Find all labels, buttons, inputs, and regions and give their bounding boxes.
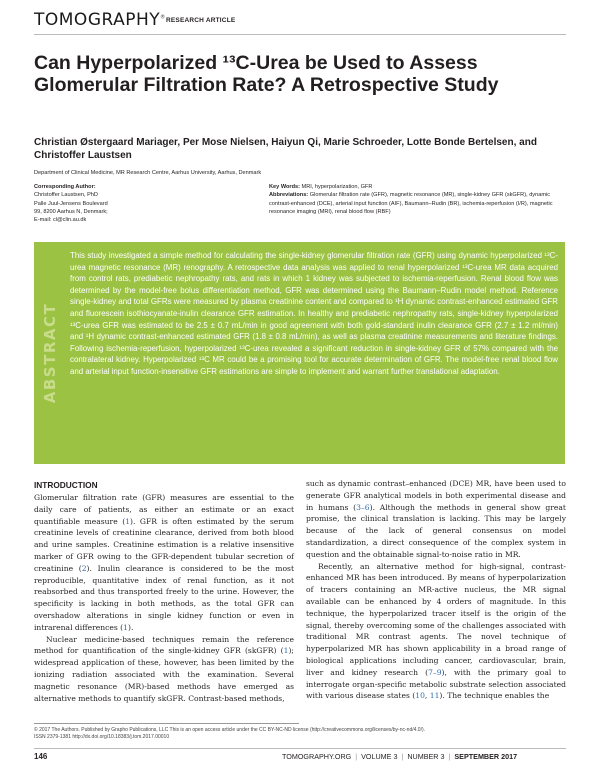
- page-number: 146: [34, 752, 48, 761]
- citation-link[interactable]: 10: [415, 691, 425, 701]
- citation-link[interactable]: 1: [283, 646, 289, 656]
- citation-link[interactable]: 3–6: [356, 502, 370, 512]
- affiliation: Department of Clinical Medicine, MR Research Centre, Aarhus University, Aarhus, Denmark: [34, 170, 262, 176]
- citation-link[interactable]: 1: [123, 622, 128, 632]
- footer-volume: VOLUME 3: [361, 752, 398, 761]
- corresponding-address2: 99, 8200 Aarhus N, Denmark;: [34, 208, 108, 215]
- paragraph-4: Recently, an alternative method for high-signal, contrast-enhanced MR has been introduced. By means of hyperpolarization of tracers containing an MR-active nucleus, the MR signal available can be enhanced by 4 orders of magnitude. In this technique, the hyperpolarized tracer itself is the origin of the signal, thereby overcoming some of the challenges associated with traditional MR contrast agents. The novel technique of hyperpolarized MR has shown applicability in a broad range of biological applications including cancer, cardiovascular, brain, liver and kidney research (7–9), with the primary goal to interrogate organ-specific metabolic substrate selection associated with various disease states (10, 11). The technique enables the: [306, 561, 566, 701]
- footer-date: SEPTEMBER 2017: [454, 752, 518, 761]
- abbreviations-label: Abbreviations:: [269, 192, 309, 199]
- citation-link[interactable]: 2: [81, 563, 87, 573]
- corresponding-author: [34, 183, 254, 224]
- citation-link[interactable]: 1: [125, 516, 131, 526]
- abstract-label: ABSTRACT: [40, 302, 59, 404]
- footer-info: [282, 752, 521, 761]
- footer-separator: |: [355, 752, 358, 761]
- corresponding-address1: Palle Juul-Jensens Boulevard: [34, 200, 108, 207]
- abbreviations-text: Glomerular filtration rate (GFR), magnetic resonance (MR), single-kidney GFR (skGFR), dynamic contrast-enhanced (DCE), arterial input function (AIF), Baumann–Rudin (BR), ischemia-reperfusion (I/R), magnetic resonance imaging (MRI), renal blood flow (RBF): [269, 192, 553, 215]
- copyright-notice: [34, 727, 574, 741]
- footer-separator: |: [401, 752, 404, 761]
- citation-link[interactable]: 11: [429, 691, 440, 701]
- abstract-text: This study investigated a simple method for calculating the single-kidney glomerular filtration rate (GFR) using dynamic hyperpolarized ¹³C-urea magnetic resonance (MR) renography. A retrospective data analysis was applied to renal hyperpolarized ¹³C-urea MR data acquired from control rats, prediabetic nephropathy rats, and rats in which 1 kidney was subjected to ischemia-reperfusion. Renal blood flow was determined by the model-free bolus differentiation method, GFR was determined using the Baumann–Rudin model method. Reference single-kidney and total GFRs were measured by plasma creatinine content and compared to ¹H dynamic contrast-enhanced estimated GFR and fluorescein isothiocyanate-inulin clearance GFR estimation. In healthy and prediabetic nephropathy rats, single-kidney hyperpolarized ¹³C-urea GFR was estimated to be 2.5 ± 0.7 mL/min in good agreement with both gold-standard inulin clearance GFR (2.7 ± 1.2 ml/min) and ¹H dynamic contrast-enhanced estimated GFR (1.8 ± 0.8 mL/min), as well as plasma creatinine measurements and literature findings. Following ischemia-reperfusion, hyperpolarized ¹³C-urea revealed a significant reduction in single-kidney GFR of 57% compared with the contralateral kidney. Hyperpolarized ¹³C MR could be a promising tool for accurate determination of GFR. The model-free renal blood flow and arterial input function-insensitive GFR estimations are simple to implement and warrant further translational adaptation.: [70, 251, 558, 376]
- keywords-label: Key Words:: [269, 184, 300, 190]
- copyright-line1: © 2017 The Authors. Published by Grapho Publications, LLC This is an open access article under the CC BY-NC-ND license (http://creativecommons.org/licenses/by-nc-nd/4.0/).: [34, 727, 426, 733]
- journal-logo: TOMOGRAPHY®: [34, 10, 166, 30]
- body-column-right: [306, 478, 566, 702]
- article-title: Can Hyperpolarized ¹³C-Urea be Used to Assess Glomerular Filtration Rate? A Retrospective Study: [34, 52, 499, 96]
- footer-divider: [34, 748, 566, 749]
- citation-link[interactable]: 7–9: [428, 667, 442, 677]
- paragraph-1: Glomerular filtration rate (GFR) measures are essential to the daily care of patients, as either an estimate or an exact quantifiable measure (1). GFR is often estimated by the serum creatinine levels of creatinine clearance, derived from both blood and urine samples. Creatinine estimation is a relative insensitive marker of GFR owing to the GFR-dependent tubular secretion of creatinine (2). Inulin clearance is considered to be the most reproducible, quantitative index of renal function, as it not reabsorbed and thus transported freely to the urine. However, the specificity is lacking in both methods, as the total GFR can overshadow alterations in single kidney function or even in intrarenal differences (1).: [34, 493, 294, 632]
- corresponding-heading: Corresponding Author:: [34, 184, 96, 190]
- body-column-left: [34, 480, 294, 704]
- author-list: Christian Østergaard Mariager, Per Mose Nielsen, Haiyun Qi, Marie Schroeder, Lotte Bonde Bertelsen, and Christoffer Laustsen: [34, 137, 537, 161]
- keywords-text: MRI, hyperpolarization, GFR: [301, 184, 373, 190]
- copyright-divider: [34, 723, 299, 724]
- paragraph-2: Nuclear medicine-based techniques remain the reference method for quantification of the single-kidney GFR (skGFR) (1); widespread application of these, however, has been limited by the ionizing radiation associated with the examination. Several magnetic resonance (MR)-based methods have emerged as alternative methods to quantify skGFR. Contrast-based methods,: [34, 634, 294, 703]
- footer-number: NUMBER 3: [407, 752, 445, 761]
- copyright-line2: ISSN 2379-1381 http://dx.doi.org/10.18383/j.tom.2017.00010: [34, 734, 170, 740]
- paragraph-3: such as dynamic contrast–enhanced (DCE) MR, have been used to generate GFR analytical models in both experimental disease and in humans (3–6). Although the methods in general show great promise, the clinical translation is lacking. This may be largely because of the lack of general consensus on model standardization, a direct consequence of the complex system in question and the obtainable signal-to-noise ratio in MR.: [306, 479, 566, 559]
- keywords-block: [269, 183, 569, 216]
- footer-site[interactable]: TOMOGRAPHY.ORG: [282, 752, 352, 761]
- article-type: RESEARCH ARTICLE: [166, 17, 236, 24]
- corresponding-name: Christoffer Laustsen, PhD: [34, 192, 98, 199]
- corresponding-email[interactable]: E-mail: cl@clin.au.dk: [34, 217, 87, 224]
- header-divider: [34, 34, 566, 35]
- intro-heading: INTRODUCTION: [34, 480, 98, 490]
- footer-separator: |: [448, 752, 451, 761]
- abstract-side-label: [34, 242, 65, 464]
